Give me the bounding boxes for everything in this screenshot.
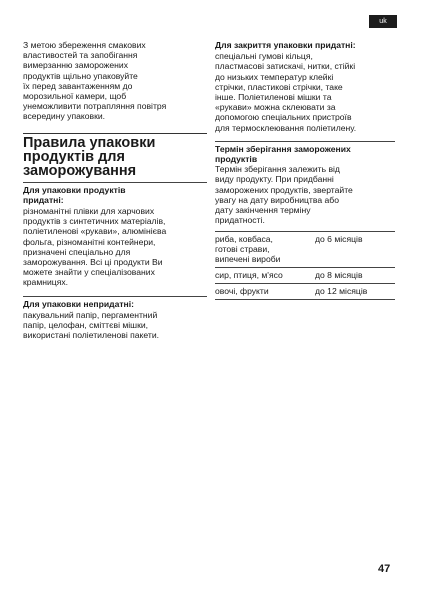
- term-cell: до 8 місяців: [315, 268, 395, 284]
- storage-heading: Термін зберігання заморожених продуктів: [215, 143, 351, 165]
- intro-paragraph: З метою збереження смакових властивостей та запобігання вимерзанню заморожених продуктів щільно упаковуйте їх перед завантаженням до морозильної камери, щоб унеможливити потрапляння повітря всередину упаковки.: [23, 40, 167, 122]
- table-row: [215, 268, 395, 284]
- food-cell: овочі, фрукти: [215, 284, 315, 300]
- page-number: 47: [378, 563, 391, 575]
- right-column: [215, 40, 395, 300]
- closing-text: спеціальні гумові кільця, пластмасові затискачі, нитки, стійкі до низьких температур клейкі стрічки, пластикові стрічки, таке інше. Поліетиленові мішки та «рукави» можна склеювати за допомогою спеціальних пристроїв для термосклеювання поліетилену.: [215, 51, 357, 133]
- language-badge: uk: [369, 15, 397, 28]
- unsuitable-heading: Для упаковки непридатні:: [23, 298, 135, 309]
- unsuitable-text: пакувальний папір, пергаментний папір, целофан, сміттєві мішки, використані поліетиленові пакети.: [23, 309, 160, 341]
- section-title: Правила упаковки продуктів для заморожування: [23, 134, 156, 179]
- table-row: [215, 284, 395, 300]
- food-cell: риба, ковбаса, готові страви, випечені вироби: [215, 232, 315, 268]
- term-cell: до 6 місяців: [315, 232, 395, 268]
- food-cell: сир, птиця, м'ясо: [215, 268, 315, 284]
- closing-heading: Для закриття упаковки придатні:: [215, 40, 356, 50]
- storage-table: [215, 231, 395, 300]
- table-row: [215, 232, 395, 268]
- suitable-heading: Для упаковки продуктів придатні:: [23, 184, 126, 205]
- term-cell: до 12 місяців: [315, 284, 395, 300]
- suitable-text: різноманітні плівки для харчових продуктів з синтетичних матеріалів, поліетиленові «рукави», алюмінієва фольга, різноманітні контейнери, призначені спеціально для заморожування. Всі ці продукти Ви можете знайти у спеціалізованих крамницях.: [23, 206, 167, 288]
- left-column: [23, 40, 207, 340]
- storage-text: Термін зберігання залежить від виду продукту. При придбанні заморожених продуктів, звертайте увагу на дату виробництва або дату закінчення терміну придатності.: [215, 164, 353, 226]
